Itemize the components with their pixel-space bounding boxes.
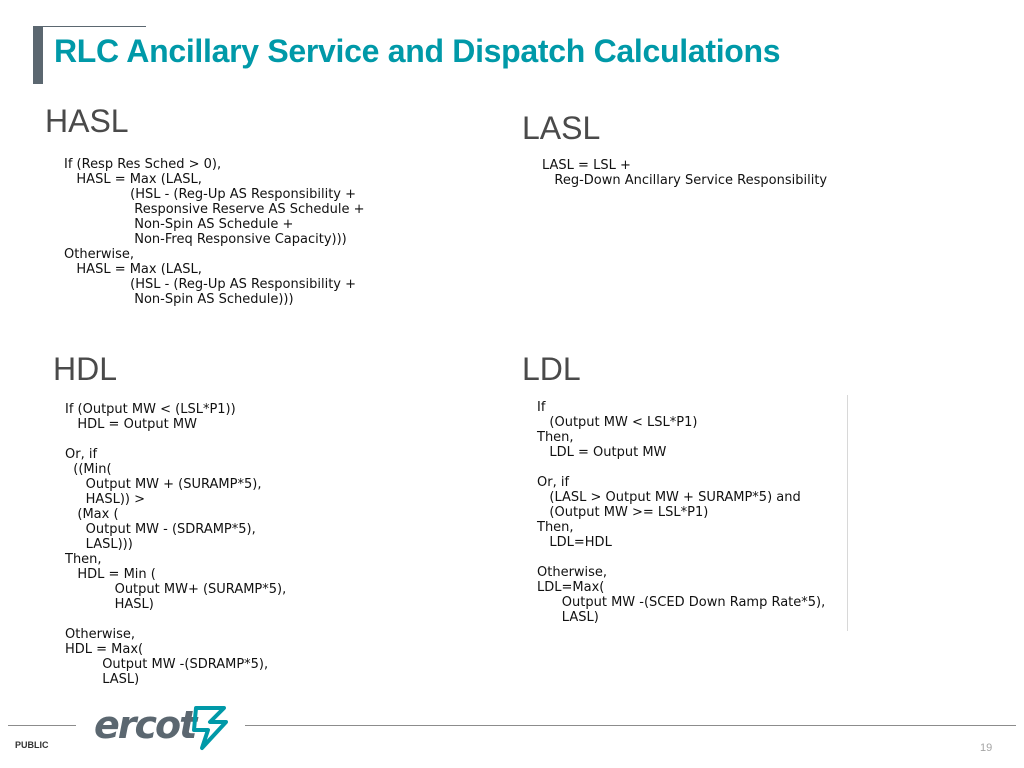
hdl-formula-line (65, 612, 286, 627)
hasl-formula-line: Non-Spin AS Schedule + (64, 217, 294, 232)
ldl-image-edge (847, 395, 848, 631)
hasl-formula-line: Non-Freq Responsive Capacity))) (64, 232, 347, 247)
title-accent-bar (33, 26, 43, 84)
ldl-formula-line: Then, (537, 430, 574, 445)
hdl-formula-line (65, 432, 286, 447)
hdl-formula-line: ((Min( (65, 462, 112, 477)
hdl-formula-line: Or, if (65, 447, 98, 462)
title-accent-rule (43, 26, 146, 27)
hdl-formula-line: LASL))) (65, 537, 133, 552)
ldl-formula-line: LDL=Max( (537, 580, 605, 595)
lasl-formula-line: LASL = LSL + (542, 158, 631, 173)
hasl-formula-line: (HSL - (Reg-Up AS Responsibility + (64, 187, 357, 202)
ldl-formula-line: LASL) (537, 610, 599, 625)
hdl-formula-line: HASL) (65, 597, 154, 612)
ldl-formula-line: Output MW -(SCED Down Ramp Rate*5), (537, 595, 826, 610)
hdl-formula-line: If (Output MW < (LSL*P1)) (65, 402, 236, 417)
page-number: 19 (980, 742, 993, 754)
hdl-formula-line: Output MW -(SDRAMP*5), (65, 657, 269, 672)
hdl-formula-line: HDL = Min ( (65, 567, 156, 582)
hasl-formula-line: HASL = Max (LASL, (64, 262, 202, 277)
ldl-formula-line: If (537, 400, 546, 415)
hdl-formula-line: Then, (65, 552, 102, 567)
hasl-formula-line: Non-Spin AS Schedule))) (64, 292, 294, 307)
ldl-formula-line (537, 550, 825, 565)
hdl-formula-line: Output MW - (SDRAMP*5), (65, 522, 256, 537)
hdl-formula-line: (Max ( (65, 507, 119, 522)
slide-title: RLC Ancillary Service and Dispatch Calculations (54, 33, 781, 69)
lasl-formula-line: Reg-Down Ancillary Service Responsibility (542, 173, 828, 188)
ldl-formula-line: (LASL > Output MW + SURAMP*5) and (537, 490, 801, 505)
hdl-formula (65, 402, 286, 687)
hdl-formula-line: Output MW + (SURAMP*5), (65, 477, 262, 492)
hdl-formula-line: HDL = Output MW (65, 417, 197, 432)
ercot-logo (92, 700, 232, 752)
ercot-bolt-icon (194, 708, 226, 748)
ercot-logo-text: ercot (94, 703, 196, 747)
hasl-formula-line: HASL = Max (LASL, (64, 172, 202, 187)
hasl-heading: HASL (45, 103, 129, 139)
lasl-formula (542, 158, 827, 188)
hasl-formula (64, 157, 365, 307)
hasl-formula-line: Responsive Reserve AS Schedule + (64, 202, 365, 217)
ldl-formula-line: Or, if (537, 475, 570, 490)
hdl-formula-line: HDL = Max( (65, 642, 144, 657)
ldl-formula-line (537, 460, 825, 475)
hdl-heading: HDL (53, 351, 118, 387)
hdl-formula-line: LASL) (65, 672, 140, 687)
ldl-heading: LDL (522, 351, 581, 387)
ldl-formula-line: LDL=HDL (537, 535, 612, 550)
ldl-formula-line: Then, (537, 520, 574, 535)
hdl-formula-line: HASL)) > (65, 492, 145, 507)
footer-divider-left (8, 725, 76, 726)
ldl-formula (537, 400, 825, 625)
hdl-formula-line: Output MW+ (SURAMP*5), (65, 582, 287, 597)
footer-divider-right (245, 725, 1016, 726)
hdl-formula-line: Otherwise, (65, 627, 136, 642)
hasl-formula-line: Otherwise, (64, 247, 135, 262)
ldl-formula-line: Otherwise, (537, 565, 608, 580)
lasl-heading: LASL (522, 110, 601, 146)
hasl-formula-line: If (Resp Res Sched > 0), (64, 157, 222, 172)
hasl-formula-line: (HSL - (Reg-Up AS Responsibility + (64, 277, 357, 292)
ldl-formula-line: (Output MW >= LSL*P1) (537, 505, 709, 520)
ldl-formula-line: LDL = Output MW (537, 445, 667, 460)
ldl-formula-line: (Output MW < LSL*P1) (537, 415, 698, 430)
classification-label: PUBLIC (15, 740, 49, 750)
